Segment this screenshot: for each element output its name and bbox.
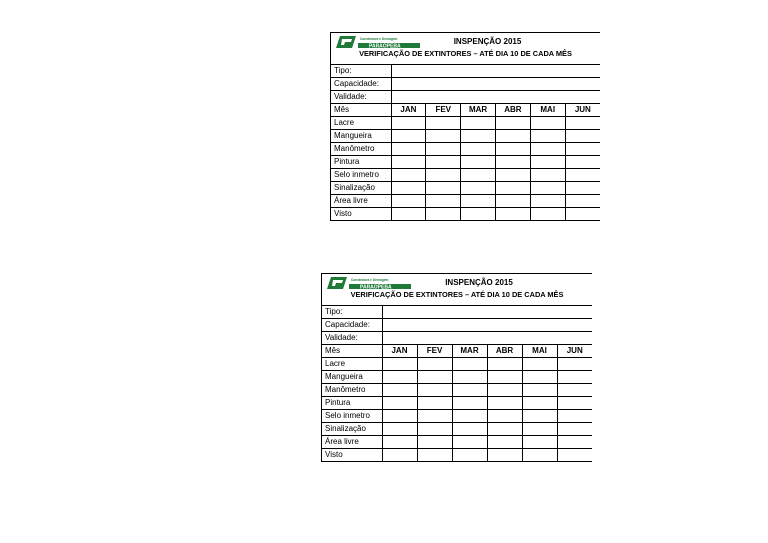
check-cell[interactable] — [487, 410, 522, 423]
month-header-row — [322, 345, 592, 358]
row-label: Lacre — [322, 358, 382, 371]
check-cell[interactable] — [452, 436, 487, 449]
row-label: Mangueira — [331, 130, 391, 143]
check-cell[interactable] — [391, 117, 426, 130]
check-row — [322, 449, 592, 462]
check-cell[interactable] — [530, 195, 565, 208]
info-row-tipo — [331, 65, 600, 78]
row-label: Manômetro — [322, 384, 382, 397]
check-cell[interactable] — [522, 449, 557, 462]
row-label: Visto — [322, 449, 382, 462]
month-header: ABR — [487, 345, 522, 358]
check-cell[interactable] — [452, 449, 487, 462]
check-cell[interactable] — [391, 208, 426, 221]
check-cell[interactable] — [530, 182, 565, 195]
check-cell[interactable] — [495, 156, 530, 169]
month-header: JAN — [382, 345, 417, 358]
check-row — [322, 423, 592, 436]
check-cell[interactable] — [382, 371, 417, 384]
month-header: JAN — [391, 104, 426, 117]
check-cell[interactable] — [487, 449, 522, 462]
check-cell[interactable] — [426, 182, 461, 195]
check-cell[interactable] — [565, 130, 600, 143]
check-cell[interactable] — [417, 449, 452, 462]
month-header: FEV — [417, 345, 452, 358]
check-cell[interactable] — [565, 117, 600, 130]
check-cell[interactable] — [565, 169, 600, 182]
check-cell[interactable] — [522, 371, 557, 384]
check-cell[interactable] — [391, 130, 426, 143]
month-header: FEV — [426, 104, 461, 117]
check-cell[interactable] — [461, 195, 496, 208]
check-cell[interactable] — [391, 182, 426, 195]
check-cell[interactable] — [426, 143, 461, 156]
month-header: MAR — [461, 104, 496, 117]
check-cell[interactable] — [522, 410, 557, 423]
info-row-tipo — [322, 306, 592, 319]
form-title: INSPENÇÃO 2015 — [445, 278, 513, 287]
check-cell[interactable] — [426, 117, 461, 130]
row-label: Validade: — [322, 332, 382, 345]
check-cell[interactable] — [426, 156, 461, 169]
month-header: MAI — [522, 345, 557, 358]
row-label: Mês — [322, 345, 382, 358]
check-cell[interactable] — [391, 156, 426, 169]
check-cell[interactable] — [557, 436, 592, 449]
inspection-table — [331, 65, 600, 221]
check-row — [331, 130, 600, 143]
check-cell[interactable] — [565, 143, 600, 156]
row-label: Visto — [331, 208, 391, 221]
row-label: Tipo: — [331, 65, 391, 78]
check-row — [322, 410, 592, 423]
check-cell[interactable] — [461, 156, 496, 169]
check-row — [331, 195, 600, 208]
month-header: JUN — [557, 345, 592, 358]
row-label: Sinalização — [322, 423, 382, 436]
check-cell[interactable] — [461, 208, 496, 221]
check-cell[interactable] — [495, 130, 530, 143]
check-cell[interactable] — [417, 384, 452, 397]
svg-text:Construtora e Drenagem: Construtora e Drenagem — [351, 278, 389, 282]
row-label: Mês — [331, 104, 391, 117]
check-cell[interactable] — [452, 358, 487, 371]
capacidade-field[interactable] — [382, 319, 592, 332]
form-subtitle: VERIFICAÇÃO DE EXTINTORES – ATÉ DIA 10 DE CADA MÊS — [350, 290, 564, 299]
check-cell[interactable] — [530, 169, 565, 182]
check-cell[interactable] — [495, 169, 530, 182]
row-label: Capacidade: — [322, 319, 382, 332]
check-cell[interactable] — [452, 397, 487, 410]
capacidade-field[interactable] — [391, 78, 600, 91]
check-row — [331, 169, 600, 182]
check-cell[interactable] — [382, 449, 417, 462]
row-label: Pintura — [331, 156, 391, 169]
check-cell[interactable] — [487, 371, 522, 384]
check-cell[interactable] — [495, 195, 530, 208]
check-cell[interactable] — [530, 143, 565, 156]
check-cell[interactable] — [522, 423, 557, 436]
check-cell[interactable] — [557, 384, 592, 397]
check-cell[interactable] — [461, 169, 496, 182]
row-label: Selo inmetro — [331, 169, 391, 182]
check-cell[interactable] — [557, 410, 592, 423]
check-cell[interactable] — [565, 195, 600, 208]
check-cell[interactable] — [426, 208, 461, 221]
row-label: Manômetro — [331, 143, 391, 156]
info-row-validade — [322, 332, 592, 345]
form-subtitle: VERIFICAÇÃO DE EXTINTORES – ATÉ DIA 10 DE CADA MÊS — [359, 49, 572, 58]
row-label: Pintura — [322, 397, 382, 410]
check-cell[interactable] — [391, 169, 426, 182]
check-cell[interactable] — [557, 371, 592, 384]
check-row — [322, 358, 592, 371]
row-label: Mangueira — [322, 371, 382, 384]
check-cell[interactable] — [382, 410, 417, 423]
row-label: Área livre — [322, 436, 382, 449]
check-cell[interactable] — [530, 208, 565, 221]
check-cell[interactable] — [417, 410, 452, 423]
check-cell[interactable] — [452, 410, 487, 423]
check-cell[interactable] — [417, 423, 452, 436]
form-title: INSPENÇÃO 2015 — [453, 37, 522, 46]
month-header: ABR — [495, 104, 530, 117]
check-cell[interactable] — [452, 384, 487, 397]
row-label: Área livre — [331, 195, 391, 208]
check-cell[interactable] — [487, 423, 522, 436]
check-cell[interactable] — [565, 208, 600, 221]
check-cell[interactable] — [417, 397, 452, 410]
form-header — [331, 33, 600, 65]
check-cell[interactable] — [487, 436, 522, 449]
check-cell[interactable] — [530, 117, 565, 130]
svg-text:PARAOPEBA: PARAOPEBA — [360, 284, 392, 290]
svg-text:Construtora e Drenagem: Construtora e Drenagem — [360, 37, 398, 41]
check-cell[interactable] — [495, 182, 530, 195]
check-cell[interactable] — [495, 143, 530, 156]
info-row-validade — [331, 91, 600, 104]
check-cell[interactable] — [522, 358, 557, 371]
check-cell[interactable] — [426, 195, 461, 208]
row-label: Tipo: — [322, 306, 382, 319]
validade-field[interactable] — [382, 332, 592, 345]
check-cell[interactable] — [391, 143, 426, 156]
check-row — [331, 156, 600, 169]
check-cell[interactable] — [487, 384, 522, 397]
check-cell[interactable] — [417, 358, 452, 371]
tipo-field[interactable] — [391, 65, 600, 78]
check-cell[interactable] — [557, 449, 592, 462]
validade-field[interactable] — [391, 91, 600, 104]
row-label: Lacre — [331, 117, 391, 130]
check-row — [322, 397, 592, 410]
check-cell[interactable] — [495, 117, 530, 130]
inspection-table — [322, 306, 592, 462]
check-cell[interactable] — [426, 130, 461, 143]
check-cell[interactable] — [426, 169, 461, 182]
month-header: MAR — [452, 345, 487, 358]
check-row — [331, 117, 600, 130]
check-cell[interactable] — [452, 423, 487, 436]
check-cell[interactable] — [417, 436, 452, 449]
check-cell[interactable] — [530, 156, 565, 169]
check-cell[interactable] — [461, 130, 496, 143]
inspection-form-2 — [321, 273, 592, 462]
inspection-form-1 — [330, 32, 600, 221]
check-cell[interactable] — [557, 423, 592, 436]
check-cell[interactable] — [382, 436, 417, 449]
check-row — [331, 208, 600, 221]
check-cell[interactable] — [461, 143, 496, 156]
month-header: MAI — [530, 104, 565, 117]
check-cell[interactable] — [557, 397, 592, 410]
row-label: Validade: — [331, 91, 391, 104]
form-header — [322, 274, 592, 306]
check-cell[interactable] — [382, 358, 417, 371]
check-cell[interactable] — [522, 384, 557, 397]
check-row — [331, 182, 600, 195]
info-row-capacidade — [331, 78, 600, 91]
check-row — [322, 371, 592, 384]
check-cell[interactable] — [487, 397, 522, 410]
check-cell[interactable] — [495, 208, 530, 221]
check-cell[interactable] — [382, 397, 417, 410]
month-header-row — [331, 104, 600, 117]
tipo-field[interactable] — [382, 306, 592, 319]
row-label: Capacidade: — [331, 78, 391, 91]
check-cell[interactable] — [391, 195, 426, 208]
check-cell[interactable] — [382, 423, 417, 436]
check-cell[interactable] — [487, 358, 522, 371]
check-row — [322, 436, 592, 449]
check-cell[interactable] — [522, 397, 557, 410]
check-cell[interactable] — [565, 182, 600, 195]
check-cell[interactable] — [522, 436, 557, 449]
check-cell[interactable] — [417, 371, 452, 384]
check-cell[interactable] — [565, 156, 600, 169]
svg-text:PARAOPEBA: PARAOPEBA — [369, 43, 401, 49]
info-row-capacidade — [322, 319, 592, 332]
check-cell[interactable] — [557, 358, 592, 371]
check-cell[interactable] — [461, 182, 496, 195]
check-cell[interactable] — [530, 130, 565, 143]
check-cell[interactable] — [382, 384, 417, 397]
row-label: Selo inmetro — [322, 410, 382, 423]
check-cell[interactable] — [452, 371, 487, 384]
row-label: Sinalização — [331, 182, 391, 195]
check-cell[interactable] — [461, 117, 496, 130]
month-header: JUN — [565, 104, 600, 117]
check-row — [331, 143, 600, 156]
check-row — [322, 384, 592, 397]
